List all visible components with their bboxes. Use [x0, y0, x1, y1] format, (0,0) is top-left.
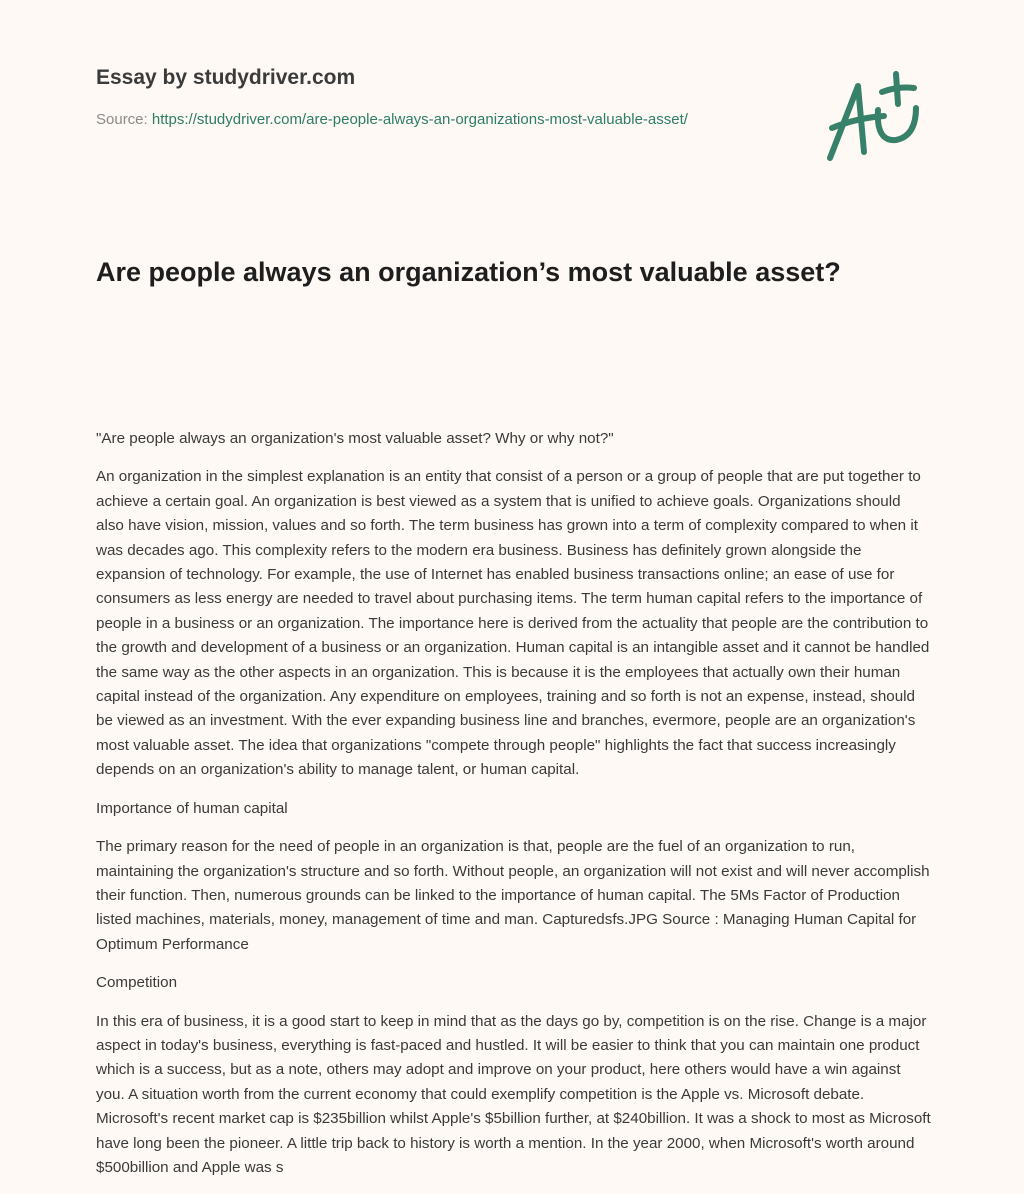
source-label: Source: [96, 111, 152, 128]
a-plus-logo-icon [818, 66, 928, 166]
paragraph: An organization in the simplest explanation is an entity that consist of a person or a group of people that are put together to achieve a certain goal. An organization is best viewed as a system that is unified to achieve goals. Organizations should also have vision, mission, values and so forth. The term business has grown into a term of complexity compared to when it was decades ago. This complexity refers to the modern era business. Business has definitely grown alongside the expansion of technology. For example, the use of Internet has enabled business transactions online; an ease of use for consumers as less energy are needed to travel about purchasing items. The term human capital refers to the importance of people in a business or an organization. The importance here is derived from the actuality that people are the contribution to the growth and development of a business or an organization. Human capital is an intangible asset and it cannot be handled the same way as the other aspects in an organization. This is because it is the employees that actually own their human capital instead of the organization. Any expenditure on employees, training and so forth is not an expense, instead, should be viewed as an investment. With the ever expanding business line and branches, evermore, people are an organization's most valuable asset. The idea that organizations "compete through people" highlights the fact that success increasingly depends on an organization's ability to manage talent, or human capital. [96, 468, 930, 779]
source-link[interactable]: https://studydriver.com/are-people-always-an-organizations-most-valuable-asset/ [151, 111, 688, 128]
paragraph: The primary reason for the need of people in an organization is that, people are the fuel of an organization to run, maintaining the organization's structure and so forth. Without people, an organization will not exist and will never accomplish their function. Then, numerous grounds can be linked to the importance of human capital. The 5Ms Factor of Production listed machines, materials, money, management of time and man. Capturedsfs.JPG Source : Managing Human Capital for Optimum Performance [96, 838, 930, 953]
essay-header [96, 64, 736, 132]
section-heading: Competition [96, 974, 178, 992]
essay-body [96, 427, 932, 1194]
essay-question: "Are people always an organization's most valuable asset? Why or why not?" [96, 430, 614, 447]
paragraph: In this era of business, it is a good start to keep in mind that as the days go by, competition is on the rise. Change is a major aspect in today's business, everything is fast-paced and hustled. It will be easier to think that you can maintain one product which is a success, but as a note, others may adopt and improve on your product, here others would have a win against you. A situation worth from the current economy that could exemplify competition is the Apple vs. Microsoft debate. Microsoft's recent market cap is $235billion whilst Apple's $5billion further, at $240billion. It was a shock to most as Microsoft have long been the pioneer. A little trip back to history is worth a mention. In the year 2000, when Microsoft's worth around $500billion and Apple was s [96, 1012, 931, 1176]
section-heading: Importance of human capital [96, 799, 288, 817]
page-title: Are people always an organization’s most valuable asset? [96, 257, 841, 287]
brand-title: Essay by studydriver.com [96, 66, 356, 89]
source-line [96, 108, 736, 132]
